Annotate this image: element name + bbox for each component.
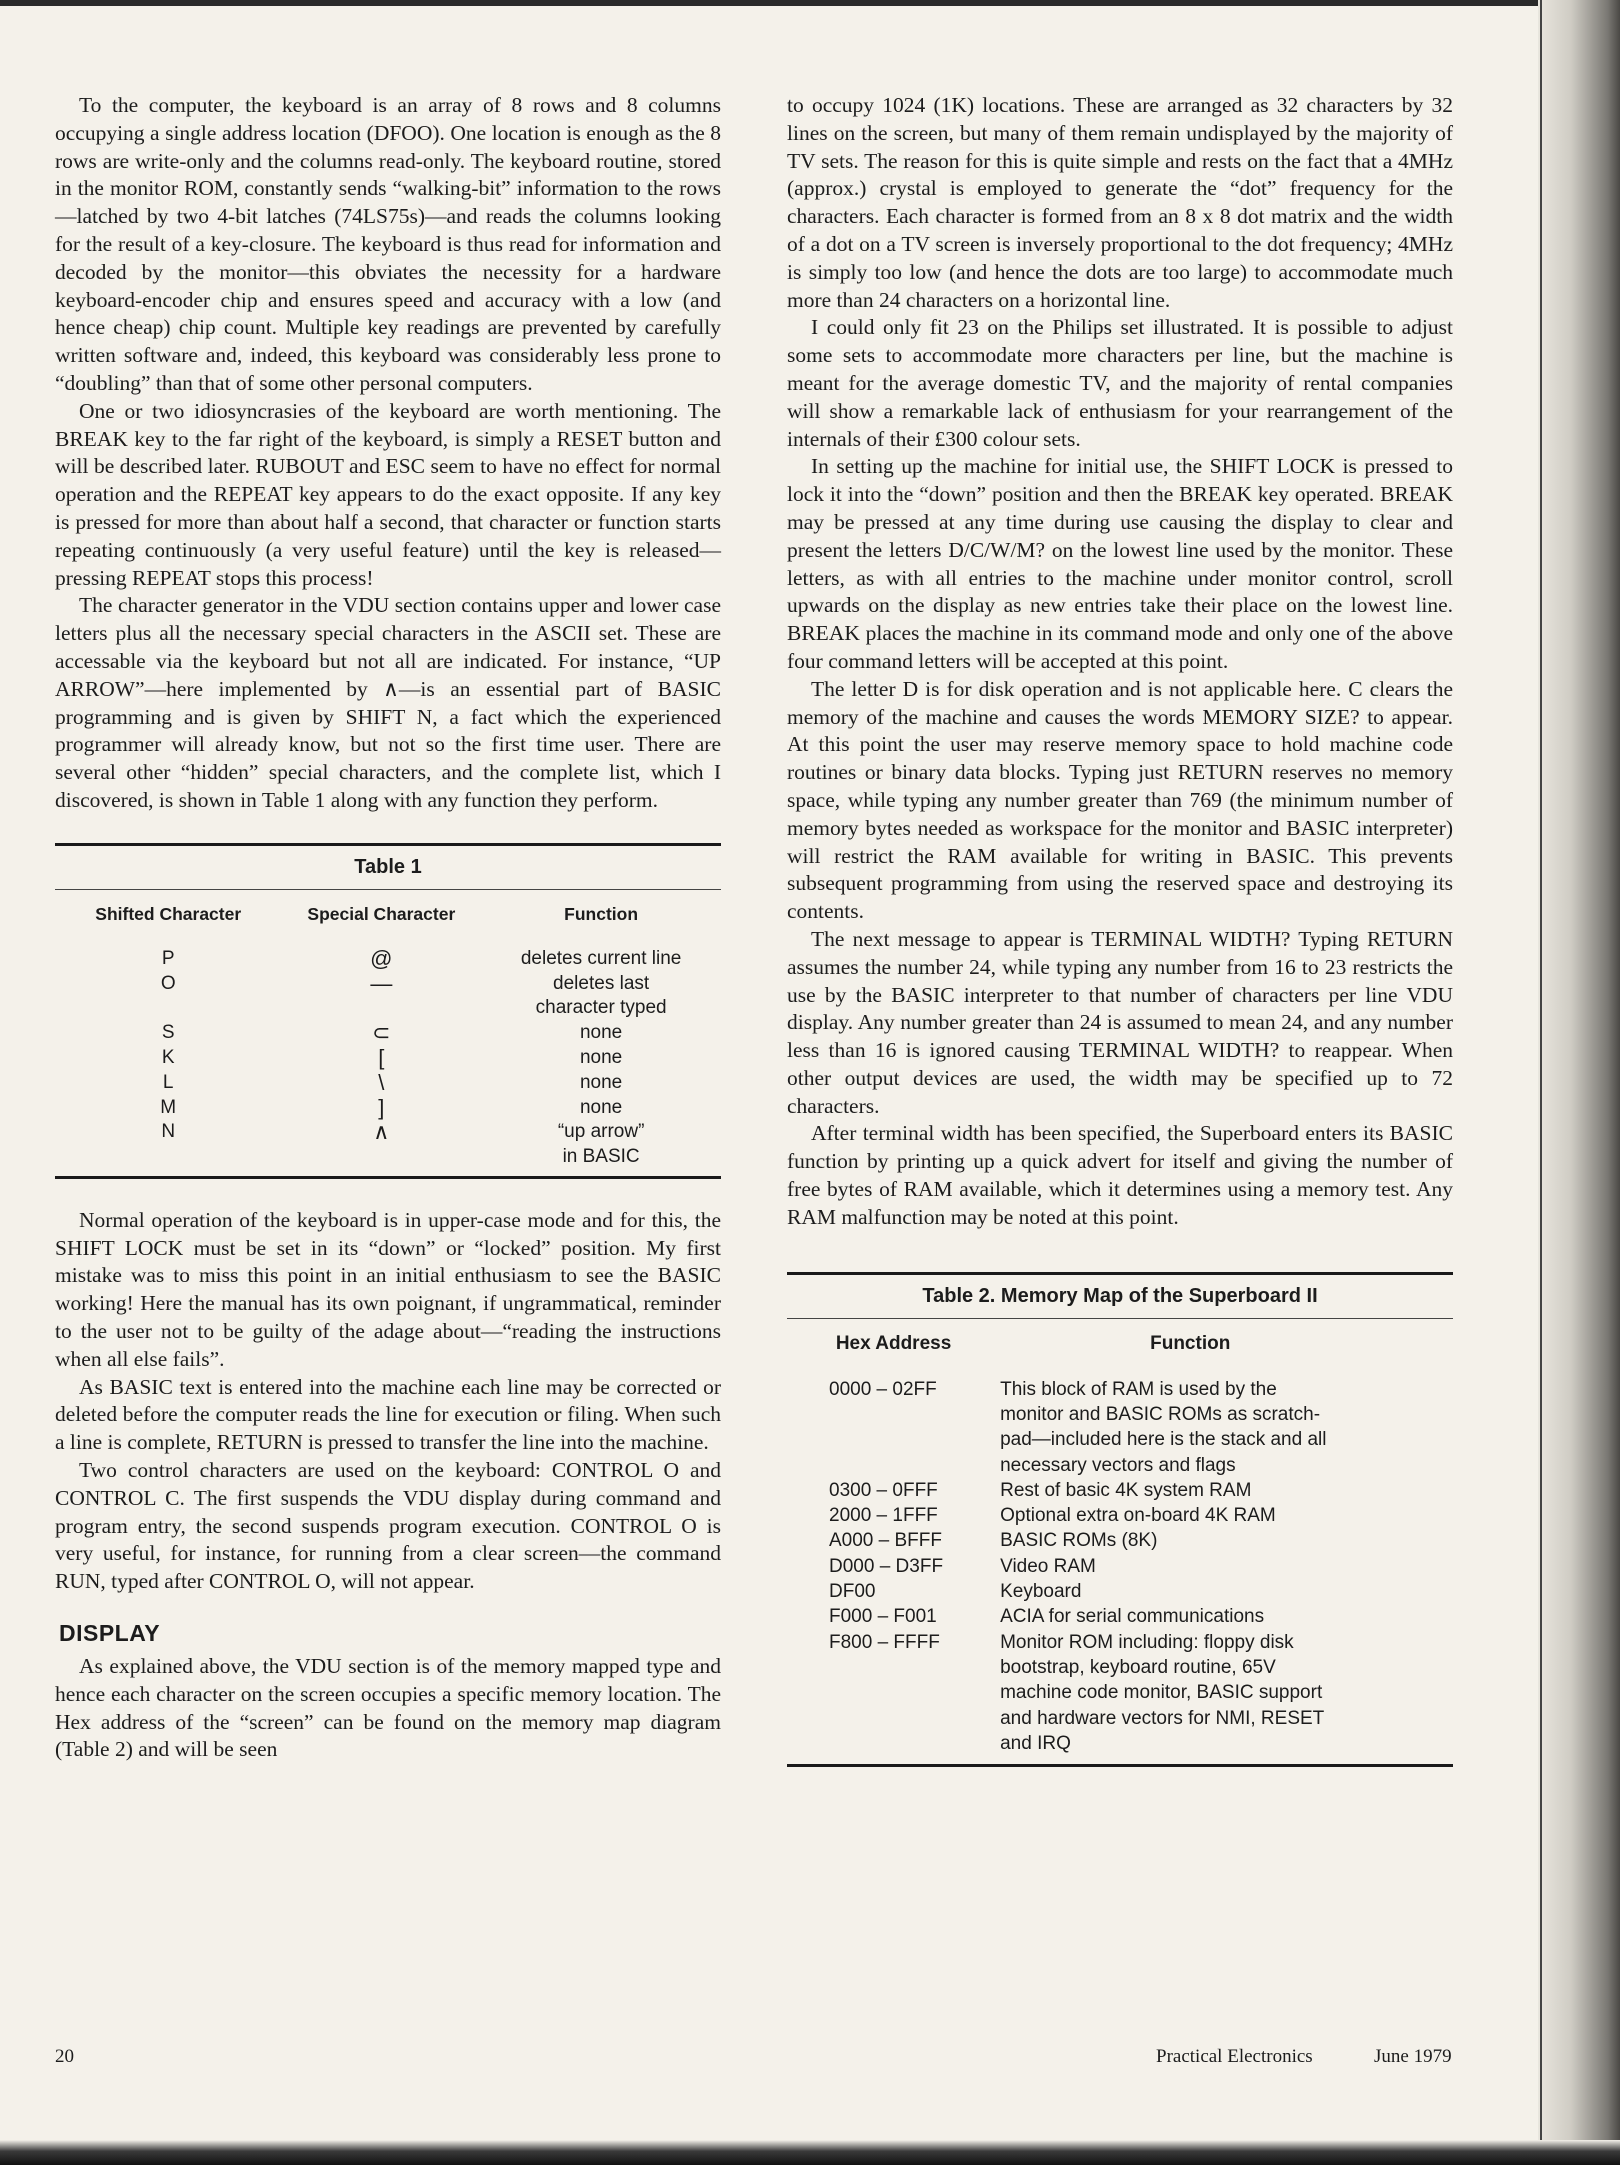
table-row: [787, 1604, 1453, 1629]
table-cell: [55, 1145, 281, 1170]
table-cell: character typed: [535, 997, 667, 1019]
table-cell: Monitor ROM including: floppy disk: [1000, 1631, 1294, 1653]
table-row: [787, 1554, 1453, 1579]
table-row: [787, 1528, 1453, 1553]
table-cell: [281, 1145, 481, 1170]
right-column: [787, 92, 1453, 1795]
table-cell: ACIA for serial communications: [1000, 1606, 1265, 1628]
table-cell: machine code monitor, BASIC support: [1000, 1682, 1323, 1704]
table-cell: 0300 – 0FFF: [829, 1479, 938, 1501]
body-paragraph: Normal operation of the keyboard is in upper-case mode and for this, the SHIFT LOCK must be set in its “down” or “locked” position. My first mistake was to miss this point in an initial enthusiasm to see the BASIC working! Here the manual has its own poignant, if ungrammatical, reminder to the user not to be guilty of the adage about—“reading the instructions when all else fails”.: [55, 1207, 721, 1371]
table-cell: Rest of basic 4K system RAM: [1000, 1479, 1252, 1501]
table-row: [787, 1579, 1453, 1604]
table-cell: none: [579, 1046, 623, 1068]
table-2-header: Function: [1150, 1332, 1231, 1354]
table-row: [55, 1145, 721, 1170]
table-cell: Optional extra on-board 4K RAM: [1000, 1505, 1276, 1527]
table-row: [787, 1680, 1453, 1705]
table-2-title: Table 2. Memory Map of the Superboard II: [922, 1284, 1318, 1307]
table-cell: L: [162, 1071, 174, 1093]
table-cell: [787, 1680, 1000, 1705]
table-cell: P: [161, 947, 175, 969]
table-cell: monitor and BASIC ROMs as scratch-: [1000, 1403, 1321, 1425]
body-paragraph: To the computer, the keyboard is an array of 8 rows and 8 columns occupying a single address location (DFOO). One location is enough as the 8 rows are write-only and the columns read-only. The keyboard routine, stored in the monitor ROM, constantly sends “walking-bit” information to the rows—latched by two 4-bit latches (74LS75s)—and reads the columns looking for the result of a key-closure. The keyboard is thus read for information and decoded by the monitor—this obviates the necessity for a hardware keyboard-encoder chip and ensures speed and accuracy with a low (and hence cheap) chip count. Multiple key readings are prevented by carefully written software and, indeed, this keyboard was considerably less prone to “doubling” than that of some other personal computers.: [55, 93, 721, 395]
table-cell: 2000 – 1FFF: [829, 1505, 938, 1527]
page-number: 20: [55, 2046, 74, 2067]
section-heading: DISPLAY: [59, 1620, 161, 1647]
body-paragraph: Two control characters are used on the keyboard: CONTROL O and CONTROL C. The first suspends the VDU display during command and program entry, the second suspends program execution. CONTROL O is very useful, for instance, for running from a clear screen—the command RUN, typed after CONTROL O, will not appear.: [55, 1458, 721, 1594]
table-cell: —: [370, 970, 393, 996]
table-cell: [787, 1706, 1000, 1731]
table-1-header: Shifted Character: [95, 903, 242, 924]
body-paragraph: In setting up the machine for initial use, the SHIFT LOCK is pressed to lock it into the “down” position and then the BREAK key operated. BREAK may be pressed at any time during use causing the display to clear and present the letters D/C/W/M? on the lowest line used by the monitor. These letters, as with all entries to the machine under monitor control, scroll upwards on the display as new entries take their place on the lowest line. BREAK places the machine in its command mode and only one of the above four command letters will be accepted at this point.: [787, 454, 1453, 673]
table-cell: and hardware vectors for NMI, RESET: [1000, 1707, 1325, 1729]
body-paragraph: As explained above, the VDU section is of the memory mapped type and hence each character on the screen occupies a specific memory location. The Hex address of the “screen” can be found on the memory map diagram (Table 2) and will be seen: [55, 1654, 721, 1762]
table-cell: “up arrow”: [557, 1121, 645, 1143]
table-row: [787, 1453, 1453, 1478]
table-cell: necessary vectors and flags: [1000, 1454, 1236, 1476]
table-row: [787, 1427, 1453, 1452]
table-cell: [787, 1453, 1000, 1478]
table-cell: 0000 – 02FF: [829, 1378, 937, 1400]
table-cell: deletes current line: [520, 947, 682, 969]
table-2: [787, 1272, 1453, 1767]
table-1-title: Table 1: [354, 855, 422, 878]
table-row: [787, 1478, 1453, 1503]
table-rule: [55, 1176, 721, 1179]
table-cell: O: [160, 972, 176, 994]
table-row: [55, 972, 721, 997]
table-cell: [281, 996, 481, 1021]
table-cell: A000 – BFFF: [829, 1530, 942, 1552]
table-row: [55, 947, 721, 972]
table-1-header: Special Character: [307, 903, 456, 924]
body-paragraph: The character generator in the VDU section contains upper and lower case letters plus all the necessary special characters in the ASCII set. These are accessable via the keyboard but not all are indicated. For instance, “UP ARROW”—here implemented by ∧—is an essential part of BASIC programming and is given by SHIFT N, a fact which the experienced programmer will already know, but not so the first time user. There are several other “hidden” special characters, and the complete list, which I discovered, is shown in Table 1 along with any function they perform.: [55, 593, 721, 812]
table-1-header: Function: [564, 903, 639, 924]
table-row: [787, 1503, 1453, 1528]
table-row: [55, 1021, 721, 1046]
table-cell: [787, 1655, 1000, 1680]
table-row: [787, 1655, 1453, 1680]
table-cell: [787, 1427, 1000, 1452]
table-row: [55, 1096, 721, 1121]
table-cell: ⊂: [372, 1020, 391, 1046]
table-cell: This block of RAM is used by the: [1000, 1378, 1277, 1400]
table-cell: F000 – F001: [829, 1606, 937, 1628]
table-cell: N: [161, 1121, 176, 1143]
body-paragraph: I could only fit 23 on the Philips set illustrated. It is possible to adjust some sets to accommodate more characters per line, but the machine is meant for the average domestic TV, and the majority of rental companies will show a remarkable lack of enthusiasm for your rearrangement of the internals of their £300 colour sets.: [787, 315, 1453, 451]
table-cell: bootstrap, keyboard routine, 65V: [1000, 1656, 1276, 1678]
table-rule: [787, 1764, 1453, 1767]
table-1-grid: [55, 890, 721, 1170]
page-top-edge: [0, 0, 1620, 6]
table-cell: D000 – D3FF: [829, 1555, 944, 1577]
table-row: [55, 1071, 721, 1096]
table-cell: and IRQ: [1000, 1732, 1071, 1754]
table-cell: [: [378, 1044, 385, 1070]
table-2-grid: [787, 1319, 1453, 1756]
body-paragraph: One or two idiosyncrasies of the keyboard are worth mentioning. The BREAK key to the far right of the keyboard, is simply a RESET button and will be described later. RUBOUT and ESC seem to have no effect for normal operation and the REPEAT key appears to do the exact opposite. If any key is pressed for more than about half a second, that character or function starts repeating continuously (a very useful feature) until the key is released—pressing REPEAT stops this process!: [55, 398, 721, 590]
table-row: [787, 1706, 1453, 1731]
left-column: [55, 92, 721, 1764]
publication-name: Practical Electronics: [1156, 2046, 1313, 2067]
table-cell: in BASIC: [562, 1146, 640, 1168]
table-cell: ]: [378, 1094, 385, 1120]
table-cell: none: [579, 1071, 623, 1093]
publication-date: June 1979: [1374, 2046, 1452, 2067]
table-cell: deletes last: [553, 972, 650, 994]
body-paragraph: The next message to appear is TERMINAL WIDTH? Typing RETURN assumes the number 24, while typing any number from 16 to 23 restricts the use by the BASIC interpreter to that number of characters per line VDU display. Any number greater than 24 is assumed to mean 24, and any number less than 16 is ignored causing TERMINAL WIDTH? to reappear. When other output devices are used, the width may be specified up to 72 characters.: [787, 926, 1453, 1118]
table-row: [787, 1630, 1453, 1655]
table-row: [55, 996, 721, 1021]
table-cell: BASIC ROMs (8K): [1000, 1530, 1158, 1552]
table-cell: none: [579, 1022, 623, 1044]
table-cell: @: [370, 945, 393, 971]
table-cell: [787, 1731, 1000, 1756]
table-cell: M: [160, 1096, 177, 1118]
table-cell: F800 – FFFF: [829, 1631, 940, 1653]
page-binding-edge: [1538, 0, 1620, 2165]
table-cell: none: [579, 1096, 623, 1118]
table-row: [787, 1377, 1453, 1402]
body-paragraph: After terminal width has been specified, the Superboard enters its BASIC function by printing up a quick advert for itself and giving the number of free bytes of RAM available, which it determines using a memory test. Any RAM malfunction may be noted at this point.: [787, 1121, 1453, 1229]
table-row: [55, 1120, 721, 1145]
table-row: [787, 1731, 1453, 1756]
table-cell: Keyboard: [1000, 1581, 1082, 1603]
table-cell: [787, 1402, 1000, 1427]
body-paragraph: to occupy 1024 (1K) locations. These are arranged as 32 characters by 32 lines on the screen, but many of them remain undisplayed by the majority of TV sets. The reason for this is quite simple and rests on the fact that a 4MHz (approx.) crystal is employed to generate the “dot” frequency for the characters. Each character is formed from an 8 x 8 dot matrix and the width of a dot on a TV screen is inversely proportional to the dot frequency; 4MHz is simply too low (and hence the dots are too large) to accommodate much more than 24 characters on a horizontal line.: [787, 93, 1453, 312]
table-cell: ∧: [373, 1119, 390, 1145]
table-cell: [55, 996, 281, 1021]
table-row: [55, 1046, 721, 1071]
table-2-header: Hex Address: [835, 1332, 952, 1354]
table-cell: Video RAM: [1000, 1555, 1096, 1577]
table-cell: DF00: [829, 1581, 876, 1603]
table-row: [787, 1402, 1453, 1427]
body-paragraph: As BASIC text is entered into the machine each line may be corrected or deleted before the computer reads the line for execution or filing. When such a line is complete, RETURN is pressed to transfer the line into the machine.: [55, 1374, 721, 1455]
table-1: [55, 843, 721, 1179]
table-cell: \: [378, 1069, 385, 1095]
table-cell: K: [161, 1046, 175, 1068]
table-cell: pad—included here is the stack and all: [1000, 1429, 1327, 1451]
body-paragraph: The letter D is for disk operation and is not applicable here. C clears the memory of the machine and causes the words MEMORY SIZE? to appear. At this point the user may reserve memory space to hold machine code routines or binary data blocks. Typing just RETURN reserves no memory space, while typing any number greater than 769 (the minimum number of memory bytes needed as workspace for the monitor and BASIC interpreter) will restrict the RAM available for writing in BASIC. This prevents subsequent programming from using the reserved space and destroying its contents.: [787, 676, 1453, 924]
page-bottom-edge: [0, 2140, 1620, 2165]
table-cell: S: [161, 1022, 175, 1044]
